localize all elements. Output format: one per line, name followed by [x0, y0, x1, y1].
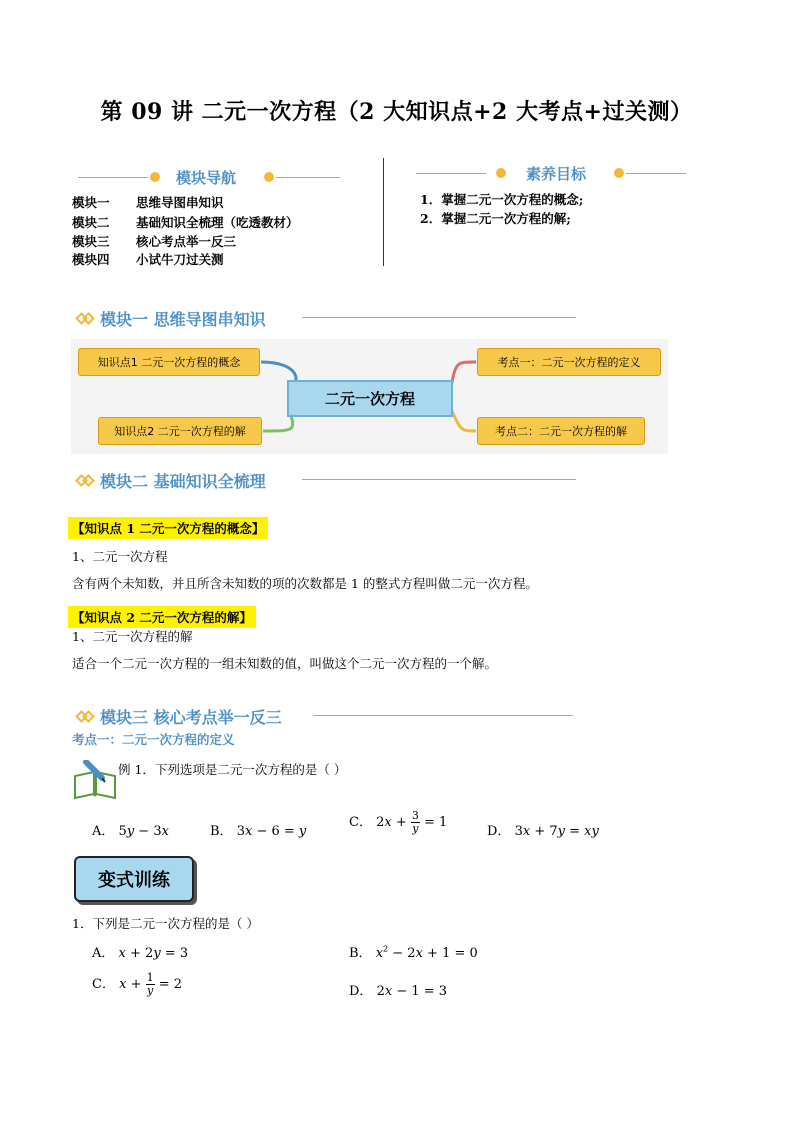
nav-heading: 模块导航	[176, 169, 237, 187]
goals-heading: 素养目标	[526, 165, 587, 183]
example-1-option-a[interactable]: A． 5y − 3x	[92, 824, 169, 839]
diamond-icon	[76, 710, 96, 724]
nav-item-2[interactable]: 模块二 基础知识全梳理（吃透教材）	[72, 215, 299, 230]
example-1-option-c[interactable]: C． 2x + $\frac{3}{y}$ = 1	[349, 809, 448, 835]
variant-training-button[interactable]: 变式训练	[74, 856, 194, 902]
question-1-option-d[interactable]: D． 2x − 1 = 3	[349, 984, 448, 999]
module2-heading: 模块二 基础知识全梳理	[76, 469, 266, 492]
nav-item-1[interactable]: 模块一 思维导图串知识	[72, 195, 224, 210]
nav-item-3[interactable]: 模块三 核心考点举一反三	[72, 234, 237, 249]
mind-map-node-kd2: 考点二：二元一次方程的解	[477, 417, 645, 445]
goals-heading-line-left	[416, 173, 486, 174]
mind-map-center: 二元一次方程	[287, 380, 453, 417]
nav-heading-line-left	[78, 177, 148, 178]
kp1-tag: 【知识点 1 二元一次方程的概念】	[68, 517, 268, 539]
mind-map-node-kp2: 知识点2 二元一次方程的解	[98, 417, 262, 445]
goal-item-2: 2．掌握二元一次方程的解;	[420, 211, 571, 226]
diamond-icon	[76, 474, 96, 488]
goal-item-1: 1．掌握二元一次方程的概念;	[420, 192, 584, 207]
example-1-stem: 例 1．下列选项是二元一次方程的是（ ）	[118, 762, 347, 777]
kp1-definition: 含有两个未知数，并且所含未知数的项的次数都是 1 的整式方程叫做二元一次方程。	[72, 576, 538, 591]
nav-item-4[interactable]: 模块四 小试牛刀过关测	[72, 252, 224, 267]
module2-rule	[302, 479, 576, 480]
mind-map-node-kd1: 考点一：二元一次方程的定义	[477, 348, 661, 376]
page-title: 第 09 讲 二元一次方程（2 大知识点+2 大考点+过关测）	[100, 99, 693, 125]
mind-map	[71, 339, 668, 454]
goals-heading-dot-right	[614, 168, 624, 178]
nav-heading-dot-left	[150, 172, 160, 182]
kp2-subheading: 1、二元一次方程的解	[72, 629, 193, 644]
kp2-tag: 【知识点 2 二元一次方程的解】	[68, 606, 256, 628]
kp1-subheading: 1、二元一次方程	[72, 549, 168, 564]
example-1-option-d[interactable]: D． 3x + 7y = xy	[487, 824, 599, 839]
column-divider	[383, 158, 384, 266]
diamond-icon	[76, 312, 96, 326]
nav-heading-dot-right	[264, 172, 274, 182]
kp2-definition: 适合一个二元一次方程的一组未知数的值，叫做这个二元一次方程的一个解。	[72, 656, 498, 671]
module3-rule	[313, 715, 573, 716]
mind-map-node-kp1: 知识点1 二元一次方程的概念	[78, 348, 260, 376]
book-pencil-icon	[72, 760, 118, 800]
question-1-option-c[interactable]: C． x + $\frac{1}{y}$ = 2	[92, 971, 183, 997]
kaodian-1-label: 考点一：二元一次方程的定义	[72, 732, 235, 747]
nav-heading-line-right	[276, 177, 340, 178]
example-1-option-b[interactable]: B． 3x − 6 = y	[210, 824, 307, 839]
question-1-stem: 1．下列是二元一次方程的是（ ）	[72, 916, 259, 931]
goals-heading-line-right	[626, 173, 686, 174]
module1-rule	[302, 317, 576, 318]
module3-heading: 模块三 核心考点举一反三	[76, 705, 282, 728]
question-1-option-b[interactable]: B． $x^2 - 2x + 1 = 0$	[349, 944, 478, 961]
question-1-option-a[interactable]: A． x + 2y = 3	[92, 946, 189, 961]
goals-heading-dot-left	[496, 168, 506, 178]
module1-heading: 模块一 思维导图串知识	[76, 307, 266, 330]
